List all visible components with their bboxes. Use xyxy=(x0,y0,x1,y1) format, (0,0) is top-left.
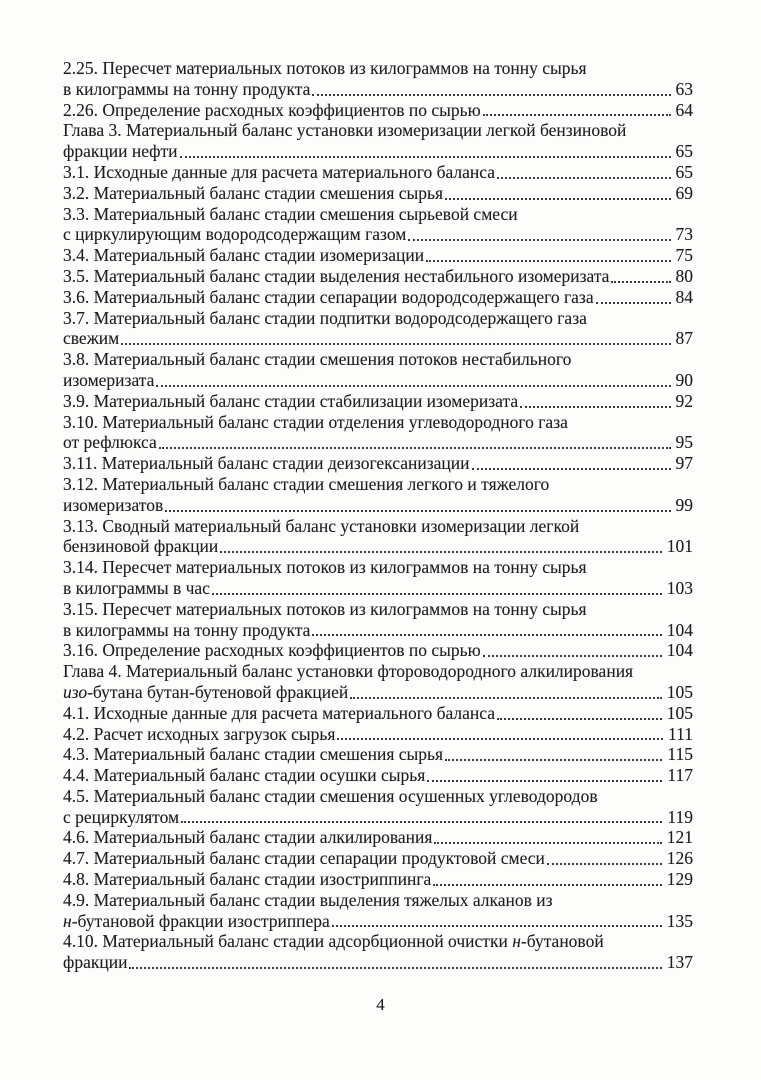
toc-line-text: 4.5. Материальный баланс стадии смешения осушенных углеводородов xyxy=(63,785,598,806)
toc-entry xyxy=(63,765,693,786)
toc-page-number: 105 xyxy=(666,702,693,723)
toc-line xyxy=(63,682,693,703)
toc-dotted-leader xyxy=(483,114,671,116)
toc-line-text: 3.1. Исходные данные для расчета материального баланса xyxy=(63,161,496,182)
toc-line xyxy=(63,557,693,578)
toc-line xyxy=(63,807,693,828)
toc-dotted-leader xyxy=(350,697,662,699)
toc-entry xyxy=(63,183,693,204)
toc-entry xyxy=(63,453,693,474)
toc-line xyxy=(63,141,693,162)
toc-dotted-leader xyxy=(445,759,662,761)
toc-dotted-leader xyxy=(312,634,661,636)
toc-dotted-leader xyxy=(427,780,662,782)
toc-dotted-leader xyxy=(483,655,662,657)
toc-line-text: 3.7. Материальный баланс стадии подпитки водородсодержащего газа xyxy=(63,307,587,328)
toc-line-text: в килограммы на тонну продукта xyxy=(63,619,311,640)
toc-dotted-leader xyxy=(165,510,670,512)
toc-line-text: 3.6. Материальный баланс стадии сепарации водородсодержащего газа xyxy=(63,286,594,307)
toc-entry xyxy=(63,640,693,661)
toc-line xyxy=(63,848,693,869)
toc-line xyxy=(63,890,693,911)
toc-list xyxy=(63,58,693,973)
toc-line xyxy=(63,703,693,724)
toc-line xyxy=(63,786,693,807)
toc-line-text: 4.6. Материальный баланс стадии алкилирования xyxy=(63,827,433,848)
toc-dotted-leader xyxy=(445,198,670,200)
toc-dotted-leader xyxy=(159,447,671,449)
toc-line-text: 3.11. Материальный баланс стадии деизогексанизации xyxy=(63,453,470,474)
toc-page-number: 104 xyxy=(666,640,693,661)
toc-entry xyxy=(63,308,693,350)
toc-line-text: 3.12. Материальный баланс стадии смешения легкого и тяжелого xyxy=(63,473,550,494)
toc-page-number: 115 xyxy=(667,744,693,765)
toc-entry xyxy=(63,599,693,641)
toc-page-number: 84 xyxy=(675,286,693,307)
toc-dotted-leader xyxy=(472,468,671,470)
toc-page-number: 101 xyxy=(666,536,693,557)
toc-line-text: бензиновой фракции xyxy=(63,536,219,557)
toc-line-text: н-бутановой фракции изостриппера xyxy=(63,910,330,931)
toc-page-number: 99 xyxy=(675,494,693,515)
toc-entry xyxy=(63,703,693,724)
toc-page-number: 73 xyxy=(675,224,693,245)
toc-line xyxy=(63,931,693,952)
footer-page-number: 4 xyxy=(376,995,385,1014)
toc-line xyxy=(63,370,693,391)
toc-page-number: 119 xyxy=(667,806,693,827)
toc-line-text: 3.13. Сводный материальный баланс установки изомеризации легкой xyxy=(63,515,580,536)
toc-page-number: 80 xyxy=(675,265,693,286)
toc-entry xyxy=(63,516,693,558)
toc-entry xyxy=(63,120,693,162)
toc-entry xyxy=(63,287,693,308)
toc-entry xyxy=(63,204,693,246)
toc-dotted-leader xyxy=(121,343,670,345)
toc-page-number: 129 xyxy=(666,869,693,890)
toc-line-text: 3.16. Определение расходных коэффициентов по сырью xyxy=(63,640,481,661)
footer xyxy=(0,995,761,1015)
toc-entry xyxy=(63,744,693,765)
toc-page-number: 135 xyxy=(666,910,693,931)
toc-dotted-leader xyxy=(611,281,670,283)
toc-line-text: от рефлюкса xyxy=(63,432,157,453)
toc-entry xyxy=(63,869,693,890)
toc-dotted-leader xyxy=(156,385,670,387)
toc-line xyxy=(63,245,693,266)
toc-line xyxy=(63,536,693,557)
toc-dotted-leader xyxy=(332,925,662,927)
toc-line xyxy=(63,578,693,599)
toc-page-number: 64 xyxy=(675,99,693,120)
toc-dotted-leader xyxy=(433,884,661,886)
toc-entry xyxy=(63,827,693,848)
toc-page-number: 63 xyxy=(675,78,693,99)
toc-line xyxy=(63,640,693,661)
toc-page-number: 97 xyxy=(675,453,693,474)
toc-page-number: 126 xyxy=(666,848,693,869)
toc-line xyxy=(63,765,693,786)
toc-line xyxy=(63,162,693,183)
toc-line-text: фракции xyxy=(63,952,128,973)
toc-line xyxy=(63,495,693,516)
toc-page-number: 65 xyxy=(675,141,693,162)
toc-line-text: 4.2. Расчет исходных загрузок сырья xyxy=(63,723,336,744)
toc-line-text: изомеризата xyxy=(63,369,155,390)
toc-line-text: 3.8. Материальный баланс стадии смешения потоков нестабильного xyxy=(63,349,572,370)
toc-line-text: 2.25. Пересчет материальных потоков из килограммов на тонну сырья xyxy=(63,58,587,78)
toc-line-text: с рециркулятом xyxy=(63,806,180,827)
toc-line-text: 4.9. Материальный баланс стадии выделения тяжелых алканов из xyxy=(63,889,553,910)
toc-line-text: свежим xyxy=(63,328,120,349)
toc-line-text: Глава 3. Материальный баланс установки изомеризации легкой бензиновой xyxy=(63,120,627,141)
toc-dotted-leader xyxy=(181,821,662,823)
toc-dotted-leader xyxy=(497,177,670,179)
toc-line-text: фракции нефти xyxy=(63,141,178,162)
toc-line xyxy=(63,474,693,495)
toc-line xyxy=(63,911,693,932)
toc-line-text: 4.10. Материальный баланс стадии адсорбционной очистки н-бутановой xyxy=(63,931,604,952)
toc-entry xyxy=(63,474,693,516)
toc-line xyxy=(63,349,693,370)
toc-line-text: 3.15. Пересчет материальных потоков из килограммов на тонну сырья xyxy=(63,598,587,619)
toc-line-text: 3.4. Материальный баланс стадии изомеризации xyxy=(63,245,425,266)
toc-line xyxy=(63,266,693,287)
toc-page-number: 104 xyxy=(666,619,693,640)
toc-line xyxy=(63,744,693,765)
toc-entry xyxy=(63,58,693,100)
toc-line xyxy=(63,328,693,349)
toc-page-number: 87 xyxy=(675,328,693,349)
toc-line xyxy=(63,183,693,204)
toc-line xyxy=(63,391,693,412)
toc-entry xyxy=(63,266,693,287)
toc-entry xyxy=(63,391,693,412)
toc-dotted-leader xyxy=(497,718,662,720)
toc-entry xyxy=(63,890,693,932)
toc-entry xyxy=(63,661,693,703)
toc-entry xyxy=(63,412,693,454)
toc-dotted-leader xyxy=(426,260,670,262)
toc-line xyxy=(63,827,693,848)
toc-entry xyxy=(63,245,693,266)
toc-dotted-leader xyxy=(312,94,670,96)
toc-line xyxy=(63,432,693,453)
toc-entry xyxy=(63,786,693,828)
toc-line-text: в килограммы в час xyxy=(63,577,210,598)
toc-line-text: 4.3. Материальный баланс стадии смешения сырья xyxy=(63,744,444,765)
toc-line xyxy=(63,100,693,121)
toc-page-number: 137 xyxy=(666,952,693,973)
toc-page-number: 65 xyxy=(675,161,693,182)
toc-line-text: 4.8. Материальный баланс стадии изостриппинга xyxy=(63,869,432,890)
toc-page-number: 69 xyxy=(675,182,693,203)
toc-page-number: 121 xyxy=(666,827,693,848)
toc-dotted-leader xyxy=(520,406,670,408)
toc-line-text: 3.2. Материальный баланс стадии смешения сырья xyxy=(63,182,444,203)
toc-dotted-leader xyxy=(220,551,661,553)
toc-page-number: 90 xyxy=(675,369,693,390)
toc-entry xyxy=(63,557,693,599)
toc-line-text: 3.10. Материальный баланс стадии отделения углеводородного газа xyxy=(63,411,568,432)
toc-line-text: в килограммы на тонну продукта xyxy=(63,78,311,99)
toc-line xyxy=(63,224,693,245)
toc-line xyxy=(63,79,693,100)
toc-dotted-leader xyxy=(129,967,661,969)
toc-entry xyxy=(63,349,693,391)
toc-line-text: 3.9. Материальный баланс стадии стабилизации изомеризата xyxy=(63,390,519,411)
toc-line-text: 2.26. Определение расходных коэффициентов по сырью xyxy=(63,99,481,120)
toc-dotted-leader xyxy=(212,593,662,595)
toc-line-text: 4.1. Исходные данные для расчета материального баланса xyxy=(63,702,496,723)
toc-page-number: 105 xyxy=(666,681,693,702)
toc-line xyxy=(63,869,693,890)
toc-page-number: 92 xyxy=(675,390,693,411)
toc-line xyxy=(63,58,693,79)
toc-line xyxy=(63,287,693,308)
toc-line xyxy=(63,516,693,537)
toc-page-number: 95 xyxy=(675,432,693,453)
toc-dotted-leader xyxy=(596,302,671,304)
toc-entry xyxy=(63,931,693,973)
toc-page-number: 117 xyxy=(667,765,693,786)
toc-entry xyxy=(63,724,693,745)
toc-line xyxy=(63,412,693,433)
toc-line xyxy=(63,204,693,225)
toc-line-text: Глава 4. Материальный баланс установки фтороводородного алкилирования xyxy=(63,661,634,682)
toc-line xyxy=(63,661,693,682)
toc-dotted-leader xyxy=(408,239,670,241)
toc-dotted-leader xyxy=(434,842,661,844)
toc-line-text: изо-бутана бутан-бутеновой фракцией xyxy=(63,681,349,702)
toc-dotted-leader xyxy=(337,738,663,740)
toc-line xyxy=(63,620,693,641)
toc-line-text: 3.14. Пересчет материальных потоков из килограммов на тонну сырья xyxy=(63,557,587,578)
toc-line-text: 3.5. Материальный баланс стадии выделения нестабильного изомеризата xyxy=(63,265,610,286)
toc-dotted-leader xyxy=(547,863,662,865)
toc-page-number: 111 xyxy=(668,723,693,744)
toc-line xyxy=(63,952,693,973)
toc-line-text: с циркулирующим водородсодержащим газом xyxy=(63,224,407,245)
toc-page-number: 75 xyxy=(675,245,693,266)
toc-line-text: изомеризатов xyxy=(63,494,164,515)
toc-entry xyxy=(63,162,693,183)
toc-line xyxy=(63,308,693,329)
toc-entry xyxy=(63,100,693,121)
toc-line xyxy=(63,120,693,141)
toc-line-text: 3.3. Материальный баланс стадии смешения сырьевой смеси xyxy=(63,203,518,224)
toc-dotted-leader xyxy=(180,156,671,158)
toc-page-number: 103 xyxy=(666,577,693,598)
toc-entry xyxy=(63,848,693,869)
toc-line xyxy=(63,724,693,745)
toc-line xyxy=(63,599,693,620)
toc-line-text: 4.4. Материальный баланс стадии осушки сырья xyxy=(63,765,426,786)
toc-line-text: 4.7. Материальный баланс стадии сепарации продуктовой смеси xyxy=(63,848,545,869)
toc-line xyxy=(63,453,693,474)
